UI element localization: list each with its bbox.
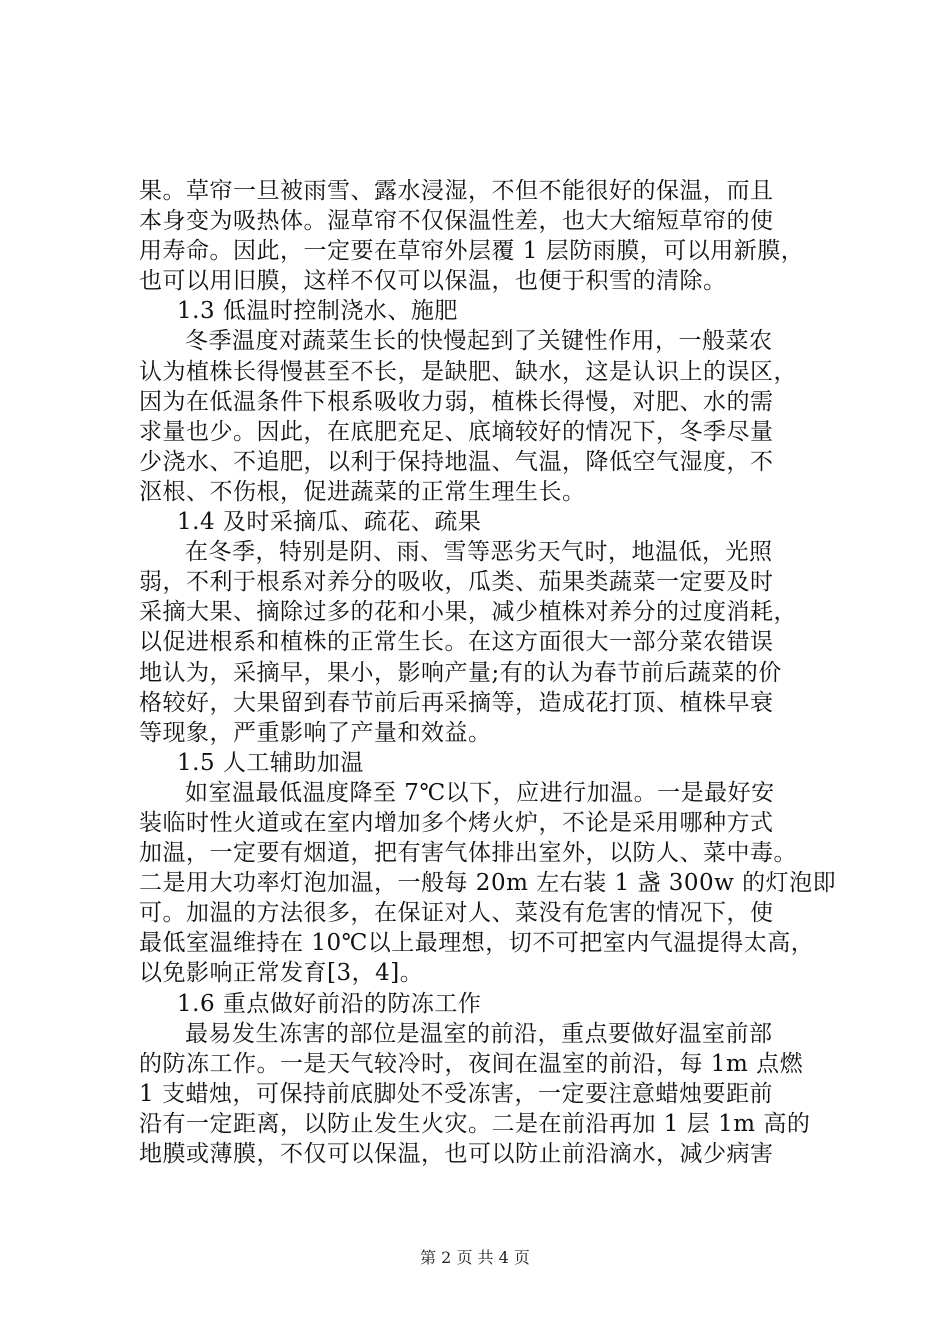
page-footer: 第 2 页 共 4 页 [420,1248,530,1267]
text-line: 最易发生冻害的部位是温室的前沿，重点要做好温室前部 [185,1020,773,1047]
text-line: 格较好，大果留到春节前后再采摘等，造成花打顶、植株早衰 [139,689,774,716]
text-line: 少浇水、不追肥，以利于保持地温、气温，降低空气湿度，不 [139,448,774,475]
text-line: 1 支蜡烛，可保持前底脚处不受冻害，一定要注意蜡烛要距前 [139,1080,773,1107]
text-line: 采摘大果、摘除过多的花和小果，减少植株对养分的过度消耗， [139,599,797,626]
text-line: 地认为，采摘早，果小，影响产量;有的认为春节前后蔬菜的价 [139,659,782,686]
text-line: 的防冻工作。一是天气较冷时，夜间在温室的前沿，每 1m 点燃 [139,1050,804,1077]
section-heading: 1.5 人工辅助加温 [177,749,364,776]
section-heading: 1.6 重点做好前沿的防冻工作 [177,990,482,1017]
text-line: 装临时性火道或在室内增加多个烤火炉，不论是采用哪种方式 [139,809,774,836]
text-line: 冬季温度对蔬菜生长的快慢起到了关键性作用，一般菜农 [185,328,773,355]
text-line: 果。草帘一旦被雨雪、露水浸湿，不但不能很好的保温，而且 [139,178,774,204]
text-line: 可。加温的方法很多，在保证对人、菜没有危害的情况下，使 [139,900,774,927]
text-line: 也可以用旧膜，这样不仅可以保温，也便于积雪的清除。 [139,268,727,295]
text-line: 以促进根系和植株的正常生长。在这方面很大一部分菜农错误 [139,629,774,656]
text-line: 加温，一定要有烟道，把有害气体排出室外，以防人、菜中毒。 [139,840,797,867]
section-heading: 1.3 低温时控制浇水、施肥 [177,298,458,325]
text-line: 地膜或薄膜，不仅可以保温，也可以防止前沿滴水，减少病害 [139,1141,774,1167]
text-line: 二是用大功率灯泡加温，一般每 20m 左右装 1 盏 300w 的灯泡即 [139,870,837,897]
text-line: 求量也少。因此，在底肥充足、底墒较好的情况下，冬季尽量 [139,418,774,445]
text-line: 沤根、不伤根，促进蔬菜的正常生理生长。 [139,478,586,505]
document-body [139,176,839,1169]
text-line: 认为植株长得慢甚至不长，是缺肥、缺水，这是认识上的误区， [139,358,797,385]
text-line: 最低室温维持在 10℃以上最理想，切不可把室内气温提得太高， [139,930,815,957]
text-line: 本身变为吸热体。湿草帘不仅保温性差，也大大缩短草帘的使 [139,208,774,235]
text-line: 如室温最低温度降至 7℃以下，应进行加温。一是最好安 [185,779,775,806]
text-line: 沿有一定距离，以防止发生火灾。二是在前沿再加 1 层 1m 高的 [139,1110,811,1137]
text-line: 弱，不利于根系对养分的吸收，瓜类、茄果类蔬菜一定要及时 [139,569,774,596]
text-line: 因为在低温条件下根系吸收力弱，植株长得慢，对肥、水的需 [139,388,774,415]
text-line: 用寿命。因此，一定要在草帘外层覆 1 层防雨膜，可以用新膜， [139,238,805,265]
text-line: 以免影响正常发育[3，4]。 [139,960,424,987]
text-line: 在冬季，特别是阴、雨、雪等恶劣天气时，地温低，光照 [185,539,773,566]
section-heading: 1.4 及时采摘瓜、疏花、疏果 [177,509,482,536]
text-line: 等现象，严重影响了产量和效益。 [139,719,492,746]
